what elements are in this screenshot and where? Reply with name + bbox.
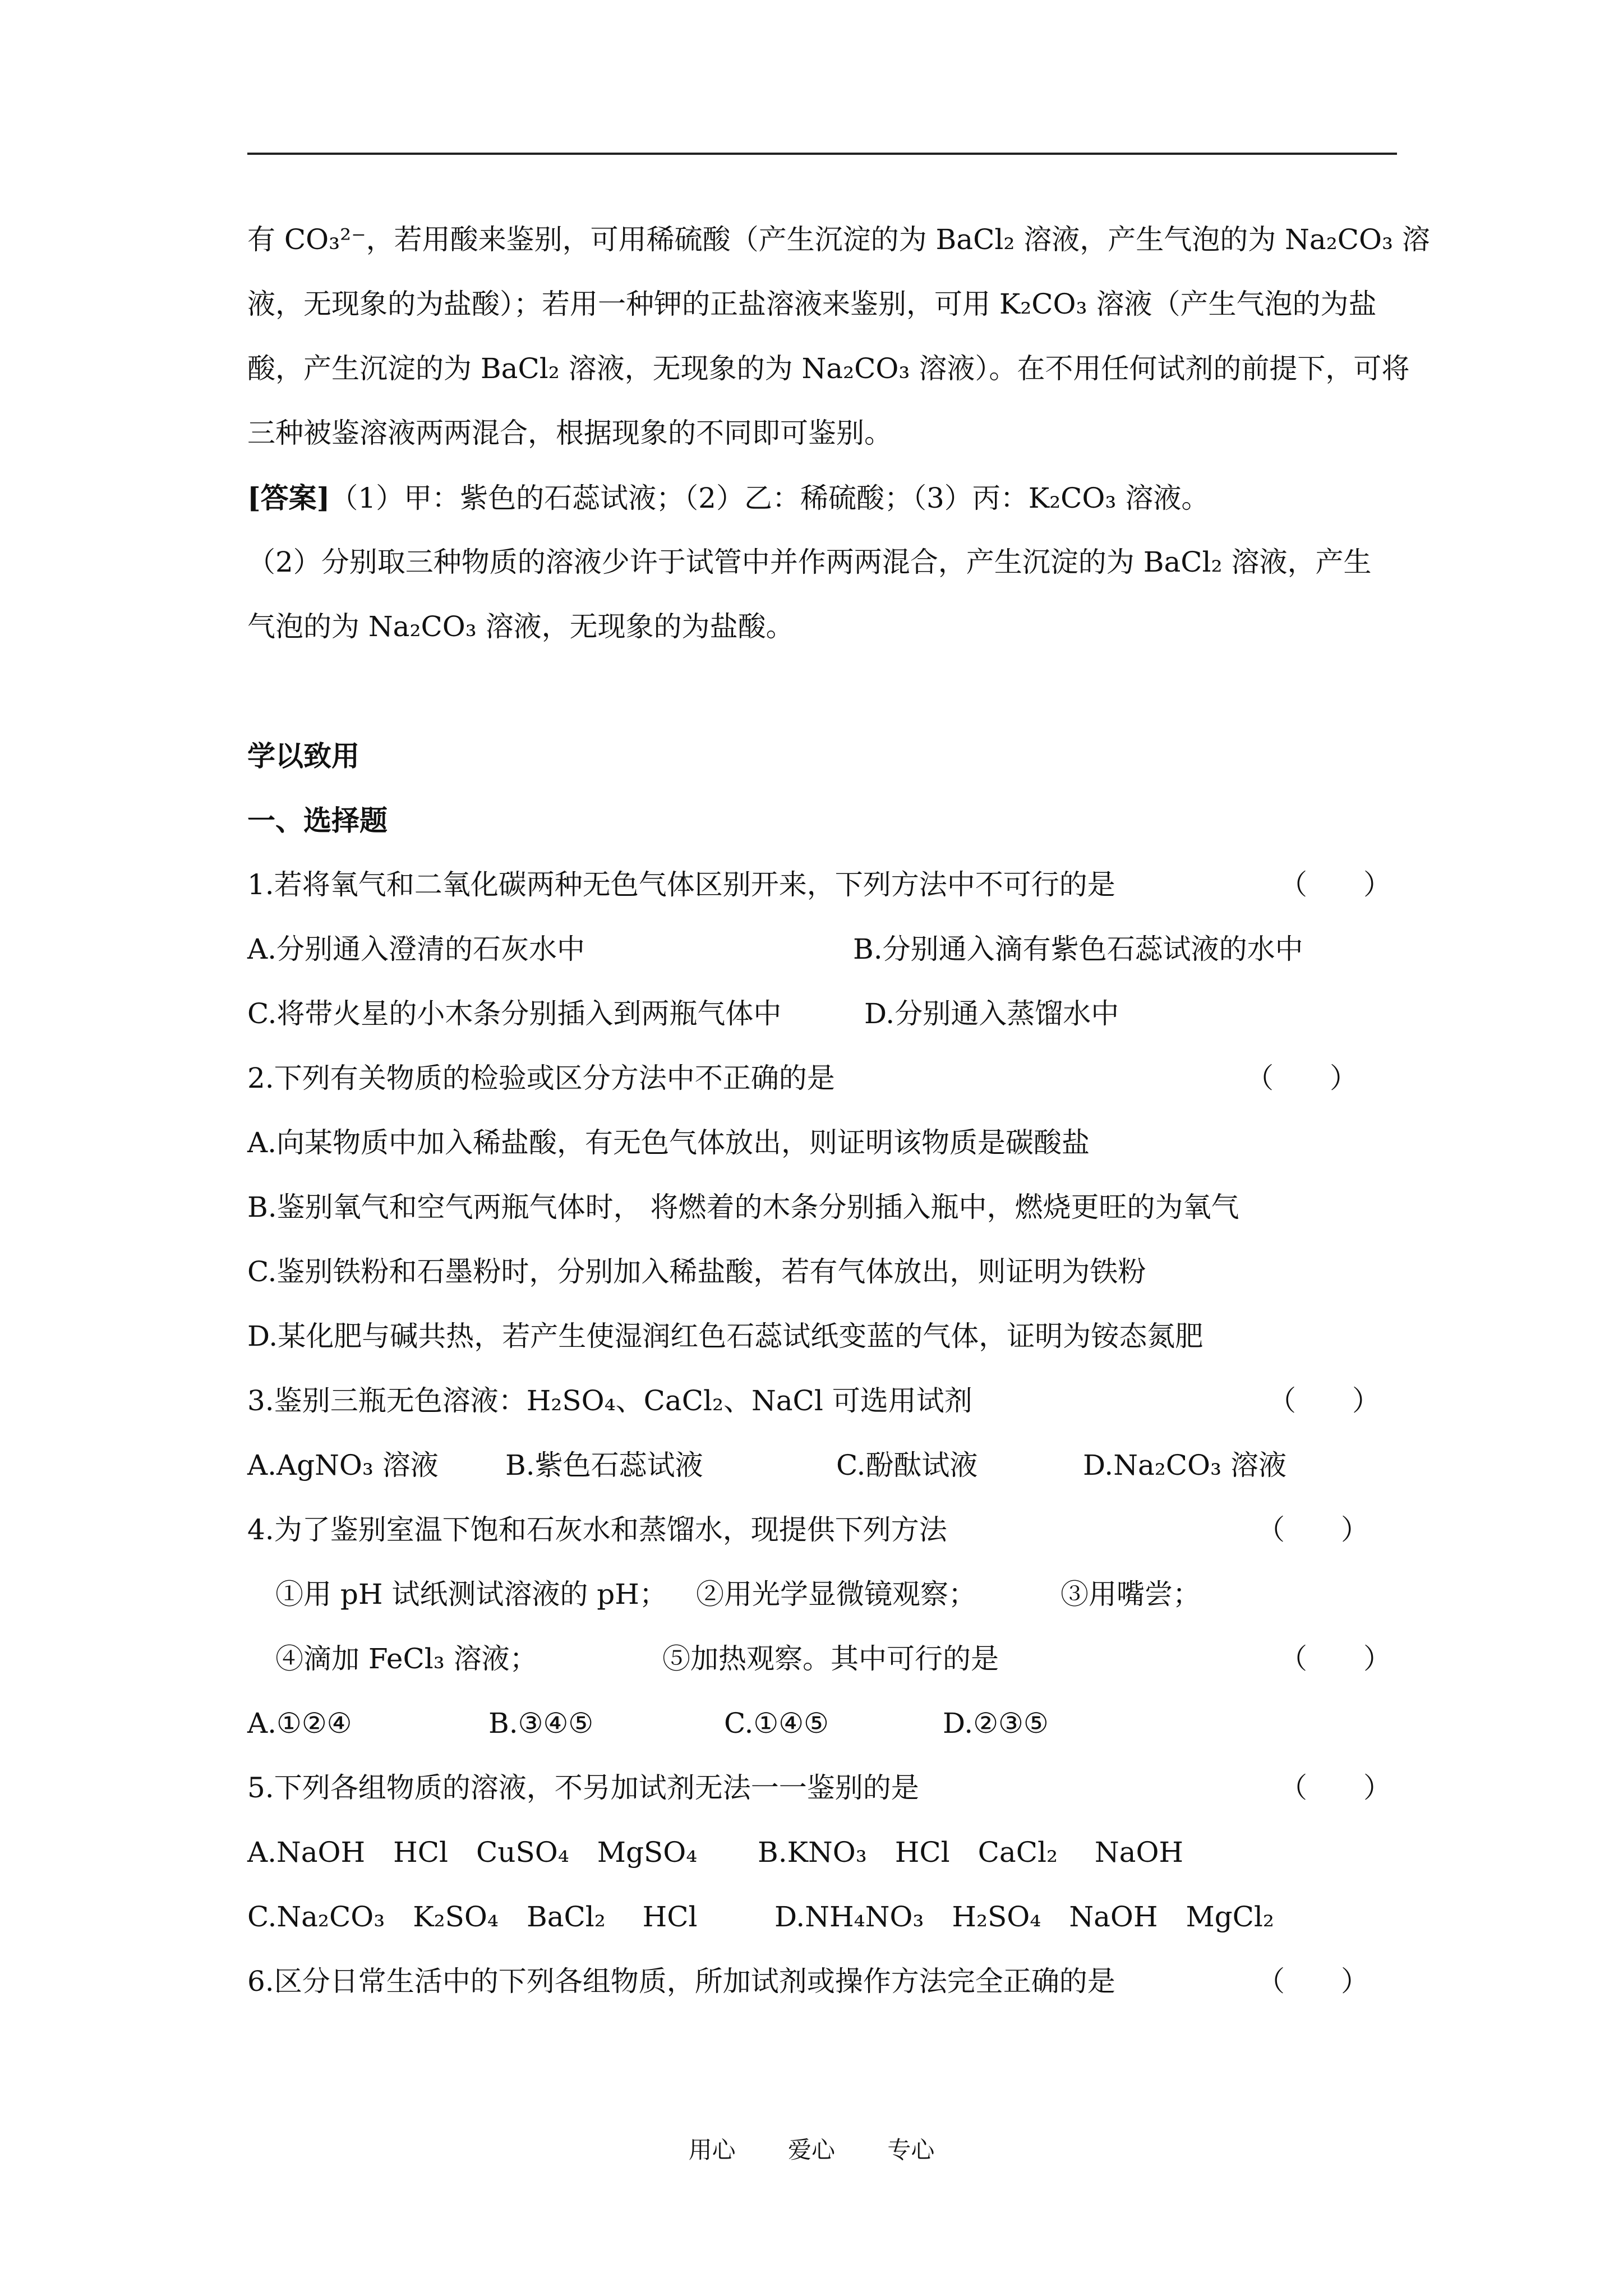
q5-options-ab (247, 1820, 1397, 1885)
q6-stem: 6.区分日常生活中的下列各组物质，所加试剂或操作方法完全正确的是 (247, 1965, 1115, 1998)
q4-stem: 4.为了鉴别室温下饱和石灰水和蒸馏水，现提供下列方法 (247, 1513, 947, 1546)
q5-option-b: B.KNO₃ HCl CaCl₂ NaOH (758, 1836, 1184, 1869)
q2-answer-paren: （ ） (1246, 1062, 1358, 1094)
q6-stem-line (247, 1949, 1397, 2014)
q4-answer-paren-2: （ ） (1279, 1642, 1391, 1675)
q4-method-1: ①用 pH 试纸测试溶液的 pH； (275, 1578, 667, 1611)
q5-option-c: C.Na₂CO₃ K₂SO₄ BaCl₂ HCl (247, 1901, 698, 1933)
q4-option-b: B.③④⑤ (488, 1707, 594, 1740)
q4-methods-row1 (247, 1562, 1397, 1627)
para1-line2: 液，无现象的为盐酸）；若用一种钾的正盐溶液来鉴别，可用 K₂CO₃ 溶液（产生气泡的为盐 (247, 288, 1377, 320)
q4-methods-row2 (247, 1627, 1397, 1691)
q1-option-c: C.将带火星的小木条分别插入到两瓶气体中 (247, 997, 782, 1030)
q4-method-5: ⑤加热观察。其中可行的是 (662, 1642, 999, 1675)
q5-stem: 5.下列各组物质的溶液，不另加试剂无法一一鉴别的是 (247, 1772, 919, 1804)
para1-line3: 酸，产生沉淀的为 BaCl₂ 溶液，无现象的为 Na₂CO₃ 溶液）。在不用任何试剂的前提下，可将 (247, 352, 1410, 385)
section-title: 学以致用 (247, 739, 359, 772)
q3-options (247, 1433, 1397, 1498)
para1-line4: 三种被鉴溶液两两混合，根据现象的不同即可鉴别。 (247, 417, 892, 449)
q4-stem-line (247, 1498, 1397, 1562)
subsection-title: 一、选择题 (247, 804, 388, 837)
q6-answer-paren: （ ） (1257, 1965, 1369, 1998)
answer2-line1: （2）分别取三种物质的溶液少许于试管中并作两两混合，产生沉淀的为 BaCl₂ 溶液，产生 (247, 546, 1372, 578)
footer-word-2: 爱心 (787, 2136, 835, 2164)
footer-word-3: 专心 (887, 2136, 935, 2164)
q4-option-a: A.①②④ (247, 1707, 352, 1740)
q2-stem: 2.下列有关物质的检验或区分方法中不正确的是 (247, 1062, 835, 1094)
header-rule (247, 153, 1397, 155)
q1-option-a: A.分别通入澄清的石灰水中 (247, 933, 585, 965)
q1-answer-paren: （ ） (1279, 868, 1391, 901)
answer2-line2: 气泡的为 Na₂CO₃ 溶液，无现象的为盐酸。 (247, 610, 794, 643)
q3-option-a: A.AgNO₃ 溶液 (247, 1449, 439, 1481)
q3-answer-paren: （ ） (1268, 1384, 1380, 1417)
q4-answer-paren: （ ） (1257, 1513, 1369, 1546)
answer-label: [答案] (247, 481, 330, 514)
q2-option-d: D.某化肥与碱共热，若产生使湿润红色石蕊试纸变蓝的气体，证明为铵态氮肥 (247, 1320, 1204, 1352)
q5-options-cd (247, 1885, 1397, 1949)
q5-stem-line (247, 1756, 1397, 1820)
q5-option-d: D.NH₄NO₃ H₂SO₄ NaOH MgCl₂ (774, 1901, 1274, 1933)
q3-option-d: D.Na₂CO₃ 溶液 (1083, 1449, 1287, 1481)
answer-line1 (247, 466, 1397, 530)
q4-option-c: C.①④⑤ (724, 1707, 829, 1740)
q1-options-ab (247, 917, 1397, 982)
q4-method-4: ④滴加 FeCl₃ 溶液； (275, 1642, 538, 1675)
q1-option-d: D.分别通入蒸馏水中 (864, 997, 1119, 1030)
q3-option-c: C.酚酞试液 (836, 1449, 978, 1481)
q4-option-d: D.②③⑤ (943, 1707, 1049, 1740)
q2-option-a: A.向某物质中加入稀盐酸，有无色气体放出，则证明该物质是碳酸盐 (247, 1126, 1090, 1159)
q1-stem: 1.若将氧气和二氧化碳两种无色气体区别开来，下列方法中不可行的是 (247, 868, 1115, 901)
q1-options-cd (247, 982, 1397, 1046)
footer-word-1: 用心 (688, 2136, 736, 2164)
q2-option-c: C.鉴别铁粉和石墨粉时，分别加入稀盐酸，若有气体放出，则证明为铁粉 (247, 1255, 1146, 1288)
q3-stem-line (247, 1369, 1397, 1433)
q5-option-a: A.NaOH HCl CuSO₄ MgSO₄ (247, 1836, 698, 1869)
q5-answer-paren: （ ） (1279, 1772, 1391, 1804)
q4-method-2: ②用光学显微镜观察； (696, 1578, 976, 1611)
q3-stem: 3.鉴别三瓶无色溶液：H₂SO₄、CaCl₂、NaCl 可选用试剂 (247, 1384, 972, 1417)
page-content (247, 208, 1430, 2014)
q4-options (247, 1691, 1397, 1756)
q1-stem-line (247, 853, 1397, 917)
q2-option-b: B.鉴别氧气和空气两瓶气体时， 将燃着的木条分别插入瓶中，燃烧更旺的为氧气 (247, 1191, 1239, 1223)
page-footer (0, 2132, 1623, 2165)
q3-option-b: B.紫色石蕊试液 (505, 1449, 703, 1481)
q1-option-b: B.分别通入滴有紫色石蕊试液的水中 (853, 933, 1303, 965)
q2-stem-line (247, 1046, 1397, 1111)
para1-line1: 有 CO₃²⁻，若用酸来鉴别，可用稀硫酸（产生沉淀的为 BaCl₂ 溶液，产生气泡的为 Na₂CO₃ 溶 (247, 223, 1430, 256)
q4-method-3: ③用嘴尝； (1061, 1578, 1201, 1611)
answer1-text: （1）甲：紫色的石蕊试液；（2）乙：稀硫酸；（3）丙：K₂CO₃ 溶液。 (330, 482, 1210, 514)
